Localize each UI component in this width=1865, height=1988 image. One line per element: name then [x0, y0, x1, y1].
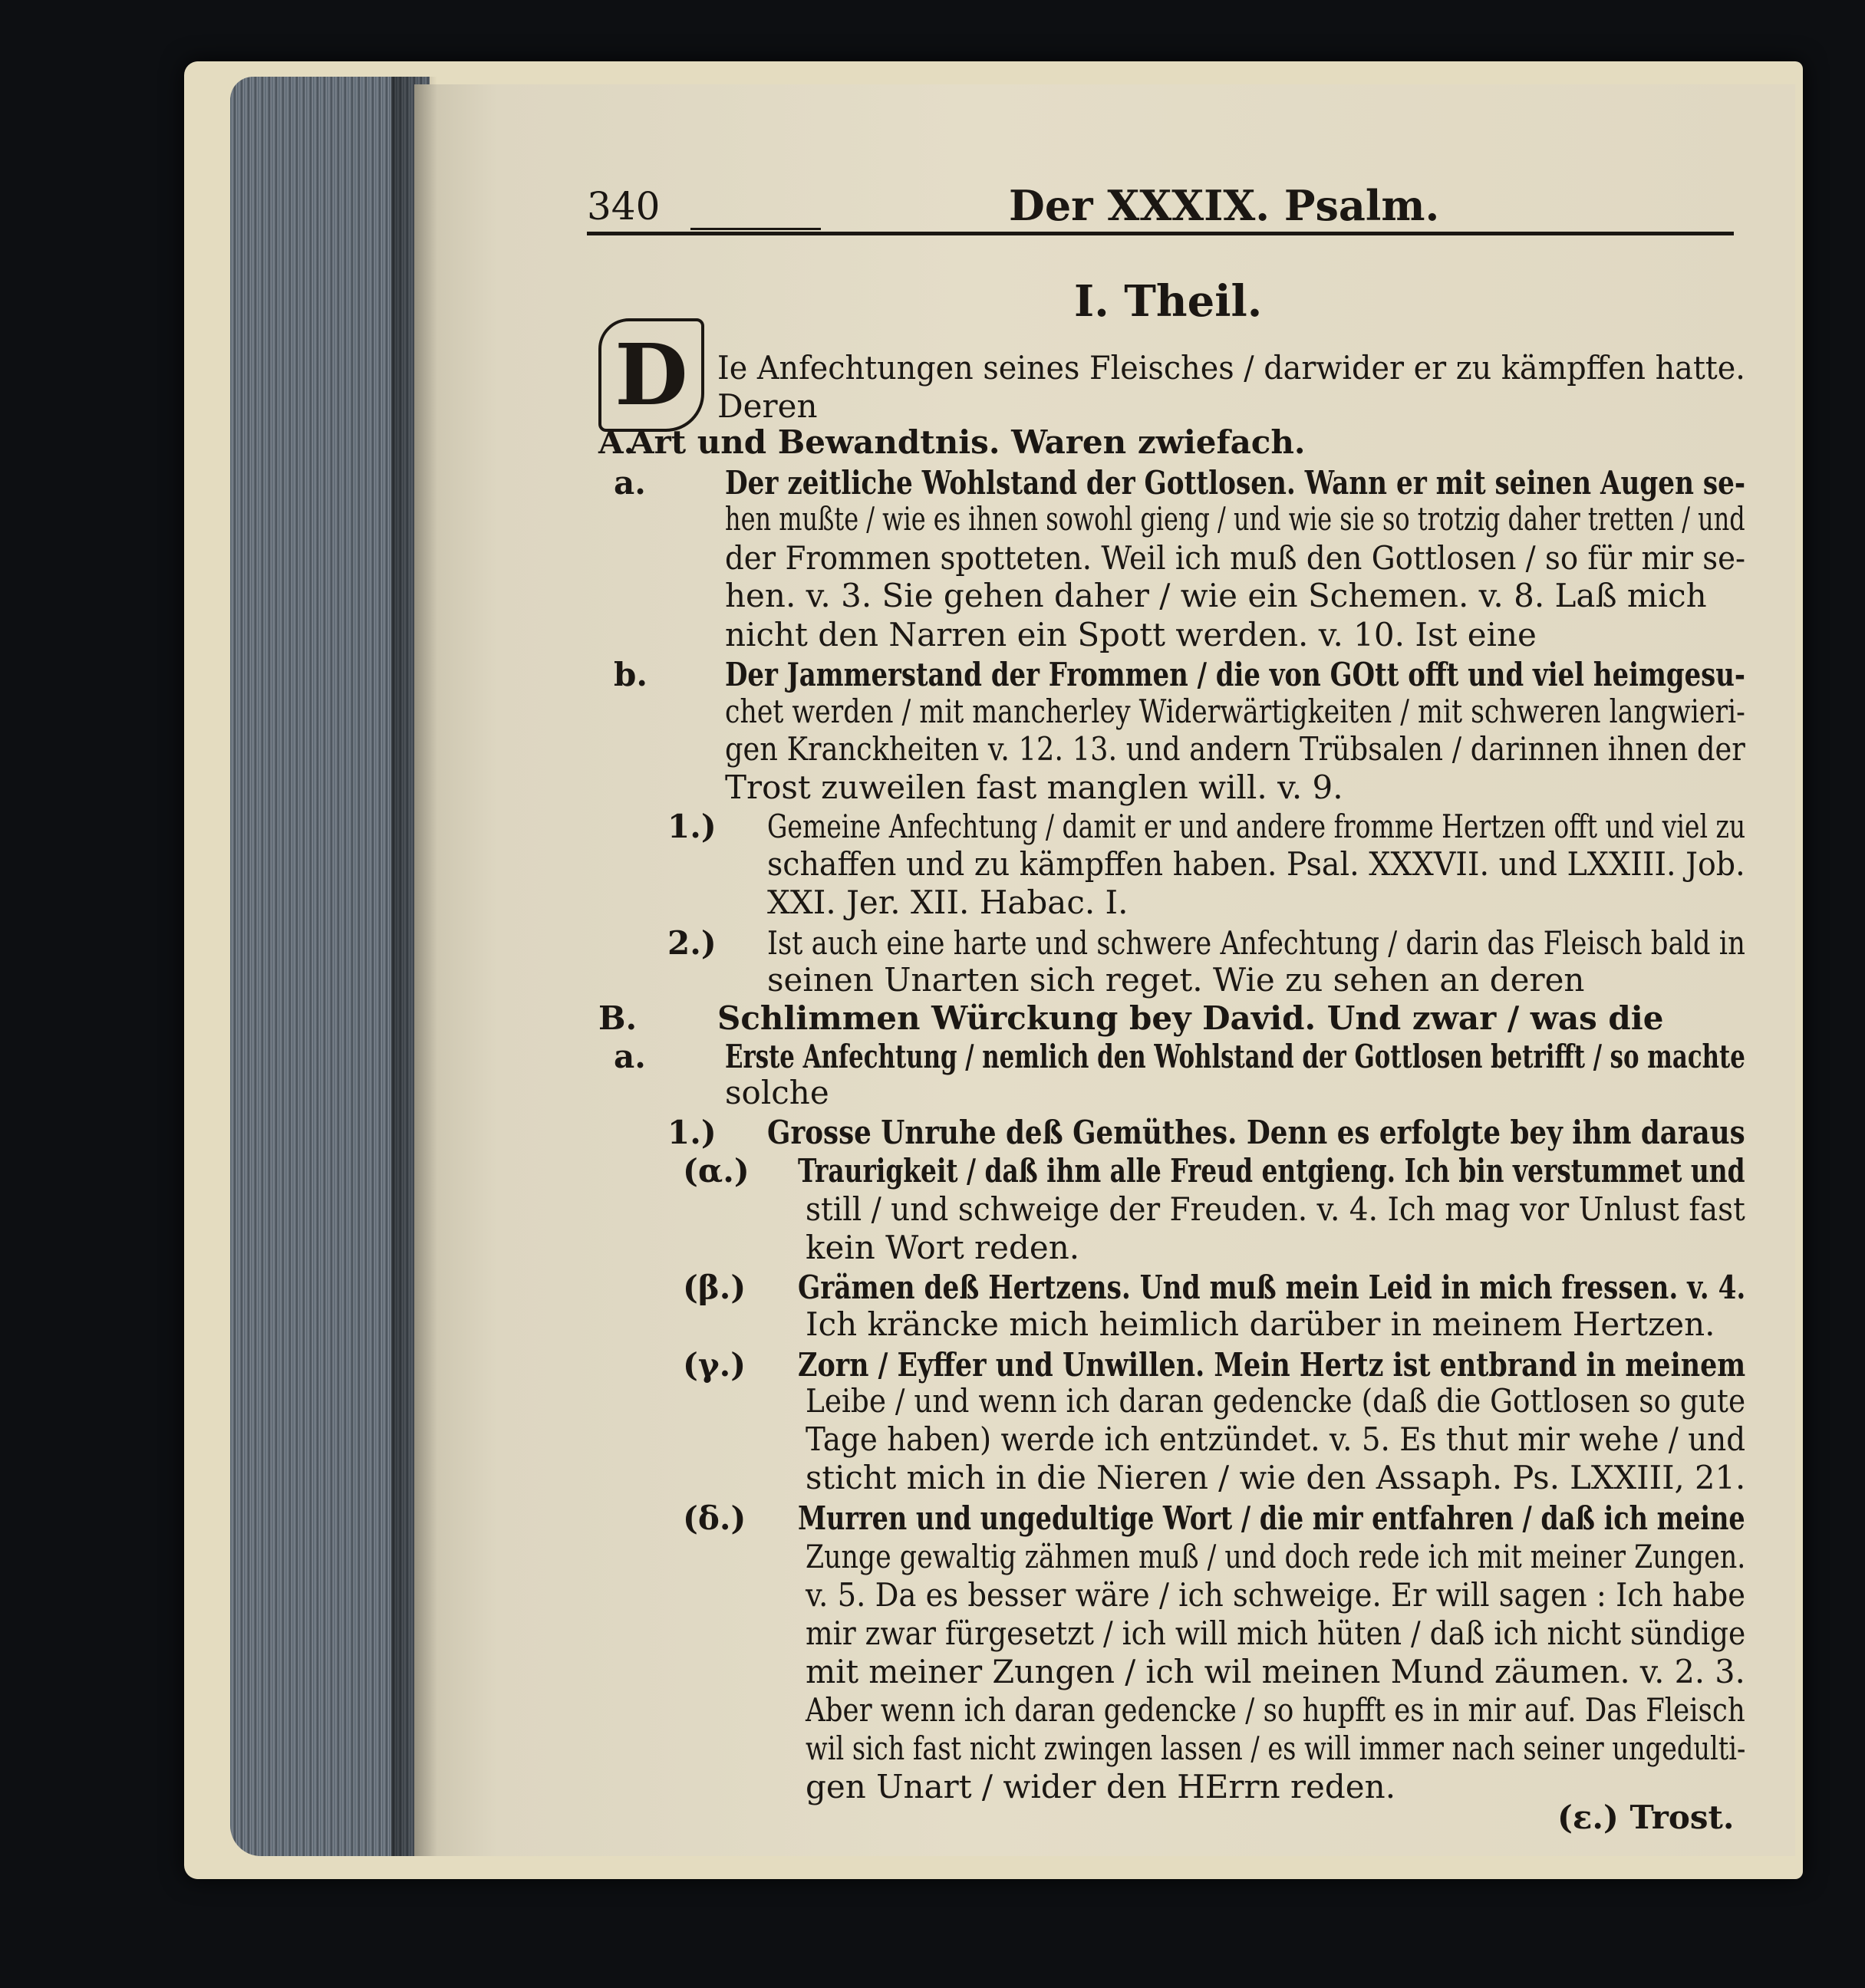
text-line: still / und schweige der Freuden. v. 4. Ich mag vor Unlust fast [806, 1190, 1745, 1228]
text-line: mit meiner Zungen / ich wil meinen Mund zäumen. v. 2. 3. [806, 1653, 1745, 1690]
text-line: hen mußte / wie es ihnen sowohl gieng / und wie sie so trotzig daher tretten / und [725, 500, 1745, 538]
text-line: Trost zuweilen fast manglen will. v. 9. [725, 769, 1343, 806]
text-line: v. 5. Da es besser wäre / ich schweige. Er will sagen : Ich habe [806, 1576, 1746, 1614]
text-line: solche [725, 1074, 829, 1111]
text-line: Zunge gewaltig zähmen muß / und doch rede ich mit meiner Zungen. [806, 1538, 1746, 1575]
text-line: der Frommen spotteten. Weil ich muß den Gottlosen / so für mir se- [725, 539, 1746, 577]
head-rule-double [690, 228, 821, 230]
line-label: 1.) [667, 1114, 717, 1151]
text-line: Ist auch eine harte und schwere Anfechtung / darin das Fleisch bald in [767, 924, 1745, 962]
text-line: XXI. Jer. XII. Habac. I. [767, 884, 1129, 921]
decorated-initial: D [598, 318, 704, 432]
text-line: kein Wort reden. [806, 1229, 1080, 1266]
text-line: Ich kräncke mich heimlich darüber in meinem Hertzen. [806, 1305, 1715, 1343]
running-head: Der XXXIX. Psalm. [1009, 181, 1440, 230]
text-line: Murren und ungedultige Wort / die mir entfahren / daß ich meine [798, 1499, 1745, 1537]
text-line: Art und Bewandtnis. Waren zwiefach. [629, 423, 1306, 461]
text-line: Zorn / Eyffer und Unwillen. Mein Hertz ist entbrand in meinem [798, 1346, 1746, 1384]
text-line: gen Unart / wider den HErrn reden. [806, 1768, 1396, 1805]
text-line: Tage haben) werde ich entzündet. v. 5. Es thut mir wehe / und [806, 1420, 1746, 1458]
text-line: sticht mich in die Nieren / wie den Assaph. Ps. LXXIII, 21. [806, 1459, 1746, 1496]
text-line: Schlimmen Würckung bey David. Und zwar / was die [717, 999, 1664, 1037]
text-line: gen Kranckheiten v. 12. 13. und andern Trübsalen / darinnen ihnen der [725, 730, 1745, 768]
part-title: I. Theil. [1074, 276, 1263, 327]
text-line: Aber wenn ich daran gedencke / so hupfft es in mir auf. Das Fleisch [806, 1691, 1745, 1729]
line-label: (α.) [683, 1152, 750, 1190]
text-line: Ie Anfechtungen seines Fleisches / darwider er zu kämpffen hatte. [717, 349, 1745, 387]
text-line: Traurigkeit / daß ihm alle Freud entgieng. Ich bin verstummet und [798, 1152, 1745, 1190]
text-line: chet werden / mit mancherley Widerwärtigkeiten / mit schweren langwieri- [725, 693, 1745, 730]
text-line: schaffen und zu kämpffen haben. Psal. XXXVII. und LXXIII. Job. [767, 845, 1745, 883]
line-label: a. [614, 464, 646, 502]
line-label: (δ.) [683, 1499, 746, 1537]
line-label: (γ.) [683, 1346, 746, 1384]
line-label: 2.) [667, 924, 717, 962]
text-line: nicht den Narren ein Spott werden. v. 10. Ist eine [725, 616, 1537, 653]
text-line: Leibe / und wenn ich daran gedencke (daß die Gottlosen so gute [806, 1382, 1746, 1420]
text-line: Gemeine Anfechtung / damit er und andere fromme Hertzen offt und viel zu [767, 808, 1746, 845]
text-line: Erste Anfechtung / nemlich den Wohlstand der Gottlosen betrifft / so machte [725, 1038, 1745, 1075]
gutter-shadow [391, 77, 437, 1856]
text-line: mir zwar fürgesetzt / ich will mich hüten / daß ich nicht sündige [806, 1614, 1746, 1652]
text-line: Der zeitliche Wohlstand der Gottlosen. Wann er mit seinen Augen se- [725, 464, 1746, 502]
text-line: seinen Unarten sich reget. Wie zu sehen an deren [767, 961, 1585, 999]
line-label: 1.) [667, 808, 717, 845]
text-line: wil sich fast nicht zwingen lassen / es will immer nach seiner ungedulti- [806, 1730, 1746, 1767]
line-label: B. [598, 999, 638, 1037]
line-label: b. [614, 656, 647, 693]
page-number: 340 [587, 184, 661, 229]
text-line: Der Jammerstand der Frommen / die von GOtt offt und viel heimgesu- [725, 656, 1745, 693]
text-line: Grämen deß Hertzens. Und muß mein Leid in mich fressen. v. 4. [798, 1269, 1746, 1306]
head-rule [587, 232, 1734, 235]
line-label: (β.) [683, 1269, 746, 1306]
catchword: (ε.) Trost. [1557, 1799, 1735, 1836]
text-line: Deren [717, 387, 818, 425]
text-line: Grosse Unruhe deß Gemüthes. Denn es erfolgte bey ihm daraus [767, 1114, 1745, 1151]
line-label: a. [614, 1038, 646, 1075]
line-label: A. [598, 423, 635, 461]
text-line: hen. v. 3. Sie gehen daher / wie ein Schemen. v. 8. Laß mich [725, 577, 1707, 614]
